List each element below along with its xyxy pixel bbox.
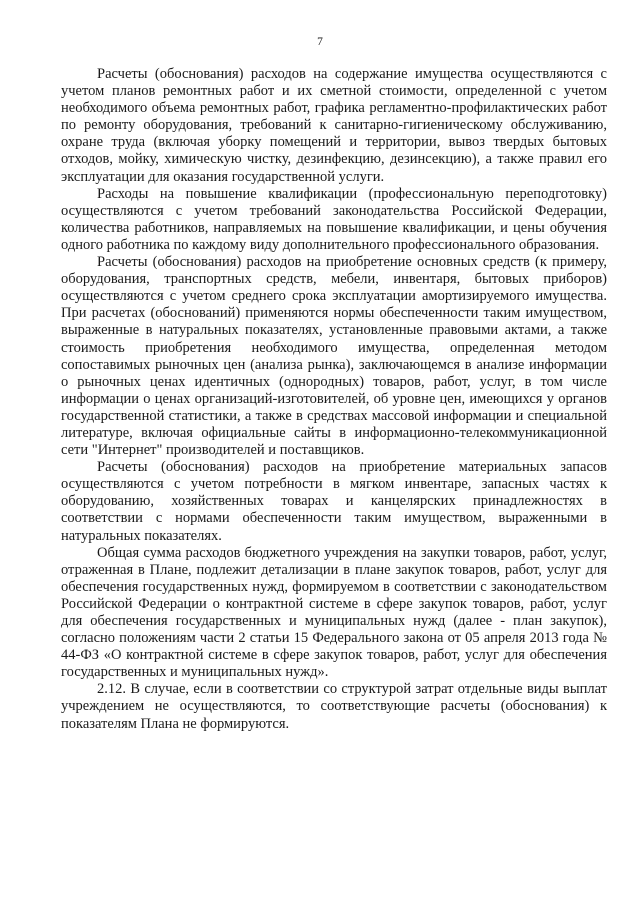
paragraph-section-2-12: 2.12. В случае, если в соответствии со структурой затрат отдельные виды выплат учреждением не осуществляются, то соответствующие расчеты (обоснования) к показателям Плана не формируются. [61,681,607,732]
paragraph-procurement-total: Общая сумма расходов бюджетного учреждения на закупки товаров, работ, услуг, отраженная в Плане, подлежит детализации в плане закупок товаров, работ, услуг для обеспечения государственных нужд, формируемом в соответствии с законодательством Российской Федерации о контрактной системе в сфере закупок товаров, работ, услуг для обеспечения государственных и муниципальных нужд (далее - план закупок), согласно положениям части 2 статьи 15 Федерального закона от 05 апреля 2013 года № 44-ФЗ «О контрактной системе в сфере закупок товаров, работ, услуг для обеспечения государственных и муниципальных нужд». [61,544,607,681]
paragraph-fixed-assets: Расчеты (обоснования) расходов на приобретение основных средств (к примеру, оборудования, транспортных средств, мебели, инвентаря, бытовых приборов) осуществляются с учетом среднего срока эксплуатации амортизируемого имущества. При расчетах (обоснований) применяются нормы обеспеченности таким имуществом, выраженные в натуральных показателях, установленные правовыми актами, а также стоимость приобретения необходимого имущества, определенная методом сопоставимых рыночных цен (анализа рынка), заключающемся в анализе информации о рыночных ценах идентичных (однородных) товаров, работ, услуг, в том числе информации о ценах организаций-изготовителей, об уровне цен, имеющихся у органов государственной статистики, а также в средствах массовой информации и специальной литературе, включая официальные сайты в информационно-телекоммуникационной сети "Интернет" производителей и поставщиков. [61,254,607,459]
paragraph-material-inventory: Расчеты (обоснования) расходов на приобретение материальных запасов осуществляются с учетом потребности в мягком инвентаре, запасных частях к оборудованию, хозяйственных товарах и канцелярских принадлежностях в соответствии с нормами обеспеченности таким имуществом, выраженными в натуральных показателях. [61,459,607,544]
page-number: 7 [317,36,323,48]
paragraph-property-maintenance: Расчеты (обоснования) расходов на содержание имущества осуществляются с учетом планов ремонтных работ и их сметной стоимости, определенной с учетом необходимого объема ремонтных работ, графика регламентно-профилактических работ по ремонту оборудования, требований к санитарно-гигиеническому обслуживанию, охране труда (включая уборку помещений и территории, вывоз твердых бытовых отходов, мойку, химическую чистку, дезинфекцию, дезинсекцию), а также правил его эксплуатации для оказания государственной услуги. [61,66,607,185]
document-body [61,66,607,733]
paragraph-qualification-costs: Расходы на повышение квалификации (профессиональную переподготовку) осуществляются с учетом требований законодательства Российской Федерации, количества работников, направляемых на повышение квалификации, и цены обучения одного работника по каждому виду дополнительного профессионального образования. [61,185,607,253]
